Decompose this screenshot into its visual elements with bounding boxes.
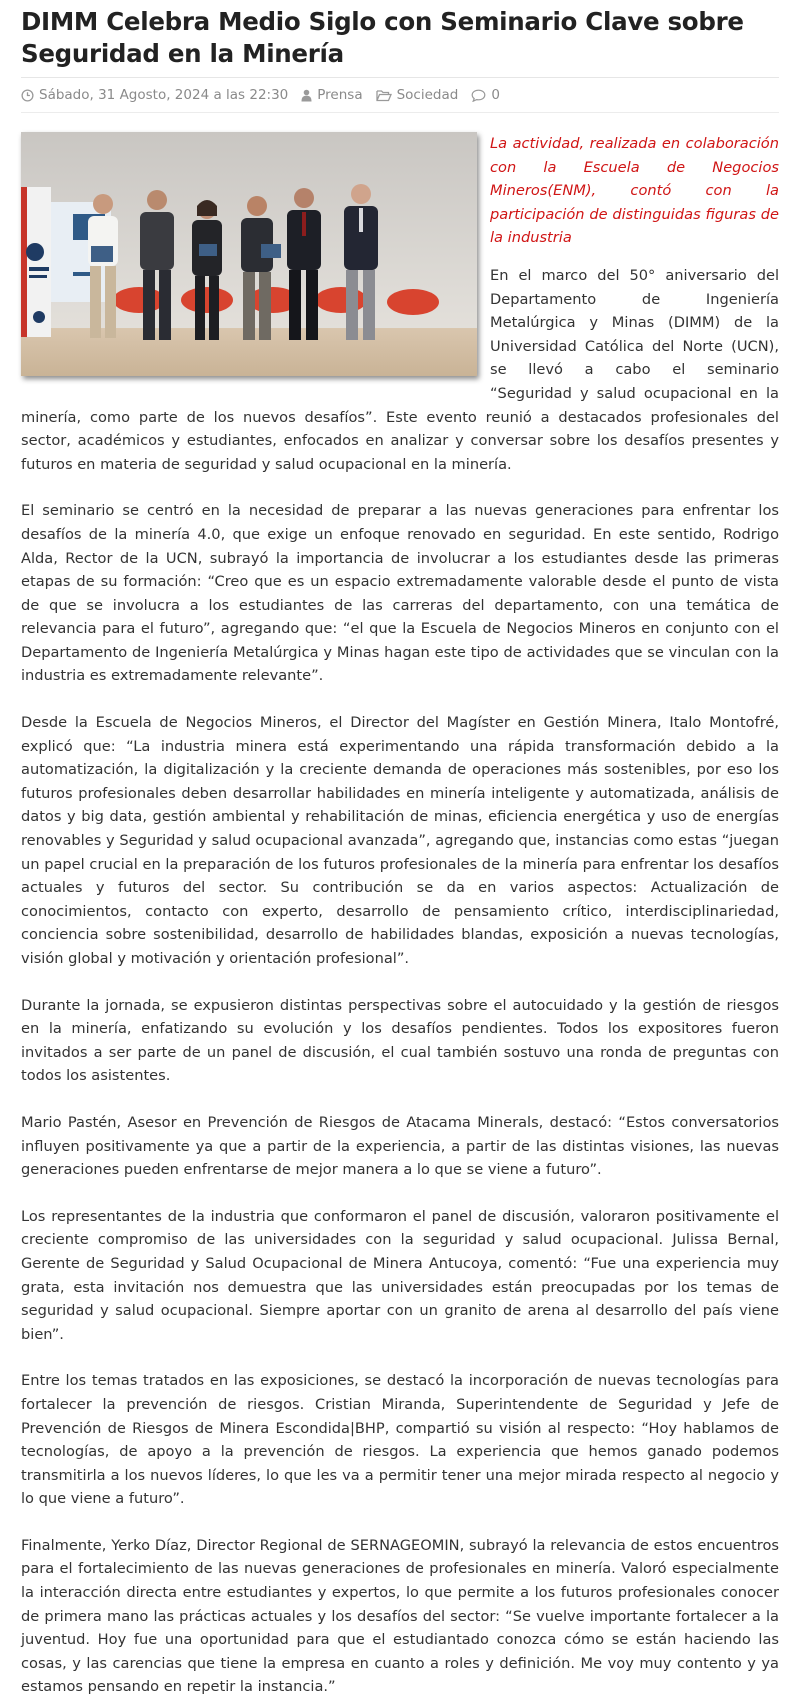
paragraph-5: Mario Pastén, Asesor en Prevención de Riesgos de Atacama Minerals, destacó: “Estos conversatorios influyen positivamente ya que a partir de la experiencia, a partir de las distintas visiones, las nuevas generaciones pueden enfrentarse de mejor manera a lo que se viene a futuro”. bbox=[21, 1113, 779, 1179]
folder-open-icon bbox=[376, 89, 392, 102]
paragraph-4: Durante la jornada, se expusieron distintas perspectivas sobre el autocuidado y la gestión de riesgos en la minería, enfatizando su evolución y los desafíos pendientes. Todos los expositores fueron invitados a ser parte de un panel de discusión, el cual también sostuvo una ronda de preguntas con todos los asistentes. bbox=[21, 996, 779, 1085]
comment-icon bbox=[471, 89, 486, 102]
meta-category[interactable] bbox=[376, 87, 459, 103]
paragraph-7: Entre los temas tratados en las exposiciones, se destacó la incorporación de nuevas tecnologías para fortalecer la prevención de riesgos. Cristian Miranda, Superintendente de Seguridad y Jefe de Prevención de Riesgos de Minera Escondida|BHP, compartió su visión al respecto: “Hoy hablamos de tecnologías, de apoyo a la prevención de riesgos. La experiencia que hemos ganado podemos transmitirla a los nuevos líderes, lo que les va a permitir tener una mejor mirada respecto al negocio y lo que viene a futuro”. bbox=[21, 1372, 779, 1508]
article-title: DIMM Celebra Medio Siglo con Seminario Clave sobre Seguridad en la Minería bbox=[21, 7, 744, 68]
article-lead: La actividad, realizada en colaboración con la Escuela de Negocios Mineros(ENM), contó con la participación de distinguidas figuras de la industria bbox=[490, 135, 779, 247]
meta-category-text[interactable]: Sociedad bbox=[396, 87, 459, 103]
group-photo-image bbox=[21, 132, 477, 376]
meta-author-text[interactable]: Prensa bbox=[317, 87, 363, 103]
paragraph-3: Desde la Escuela de Negocios Mineros, el Director del Magíster en Gestión Minera, Italo Montofré, explicó que: “La industria minera está experimentando una rápida transformación debido a la automatización, la digitalización y la creciente demanda de operaciones más sostenibles, por eso los futuros profesionales deben desarrollar habilidades en minería inteligente y automatizada, análisis de datos y big data, gestión ambiental y rehabilitación de minas, eficiencia energética y uso de energías renovables y Seguridad y salud ocupacional avanzada”, agregando que, instancias como estas “juegan un papel crucial en la preparación de los futuros profesionales de la minería para enfrentar los desafíos actuales y futuros del sector. Su contribución se da en varios aspectos: Actualización de conocimientos, contacto con experto, desarrollo de pensamiento crítico, interdisciplinariedad, conciencia sobre sostenibilidad, desarrollo de habilidades blandas, exposición a nuevas tecnologías, visión global y motivación y orientación profesional”. bbox=[21, 714, 779, 967]
meta-comments-count[interactable]: 0 bbox=[491, 87, 500, 103]
article-meta bbox=[21, 78, 779, 112]
paragraph-1: En el marco del 50° aniversario del Departamento de Ingeniería Metalúrgica y Minas (DIMM) de la Universidad Católica del Norte (UCN), se llevó a cabo el seminario “Seguridad y salud ocupacional en la minería, como parte de los nuevos desafíos”. Este evento reunió a destacados profesionales del sector, académicos y estudiantes, enfocados en analizar y conversar sobre los desafíos presentes y futuros en materia de seguridad y salud ocupacional en la minería. bbox=[21, 266, 779, 473]
article-photo bbox=[21, 132, 477, 376]
meta-author[interactable] bbox=[301, 87, 362, 103]
meta-divider bbox=[21, 112, 779, 113]
paragraph-2: El seminario se centró en la necesidad de preparar a las nuevas generaciones para enfrentar los desafíos de la minería 4.0, que exige un enfoque renovado en seguridad. En este sentido, Rodrigo Alda, Rector de la UCN, subrayó la importancia de involucrar a los estudiantes desde las primeras etapas de su formación: “Creo que es un espacio extremadamente valorable desde el punto de vista de que se involucra a los estudiantes de las carreras del departamento, con una temática de relevancia para el futuro”, agregando que: “el que la Escuela de Negocios Mineros en conjunto con el Departamento de Ingeniería Metalúrgica y Minas hagan este tipo de actividades que se vinculan con la industria es extremadamente relevante”. bbox=[21, 502, 779, 685]
meta-comments[interactable] bbox=[471, 87, 500, 103]
paragraph-6: Los representantes de la industria que conformaron el panel de discusión, valoraron positivamente el creciente compromiso de las universidades con la seguridad y salud ocupacional. Julissa Bernal, Gerente de Seguridad y Salud Ocupacional de Minera Antucoya, comentó: “Fue una experiencia muy grata, esta invitación nos demuestra que las universidades están preocupadas por los temas de seguridad y salud ocupacional. Siempre aportar con un granito de arena al desarrollo del país viene bien”. bbox=[21, 1207, 779, 1343]
meta-date-text: Sábado, 31 Agosto, 2024 a las 22:30 bbox=[39, 87, 289, 103]
user-icon bbox=[301, 89, 312, 102]
meta-date bbox=[21, 87, 288, 103]
clock-icon bbox=[21, 89, 34, 102]
paragraph-8: Finalmente, Yerko Díaz, Director Regional de SERNAGEOMIN, subrayó la relevancia de estos encuentros para el fortalecimiento de las nuevas generaciones de profesionales en minería. Valoró especialmente la interacción directa entre estudiantes y expertos, lo que permite a los futuros profesionales conocer de primera mano las prácticas actuales y los desafíos del sector: “Se vuelve importante fortalecer a la juventud. Hoy fue una oportunidad para que el estudiantado conozca cómo se están haciendo las cosas, y las carencias que tiene la empresa en cuanto a roles y definición. Me voy muy contento y ya estamos pensando en repetir la instancia.” bbox=[21, 1536, 779, 1696]
article-body bbox=[21, 132, 779, 1699]
